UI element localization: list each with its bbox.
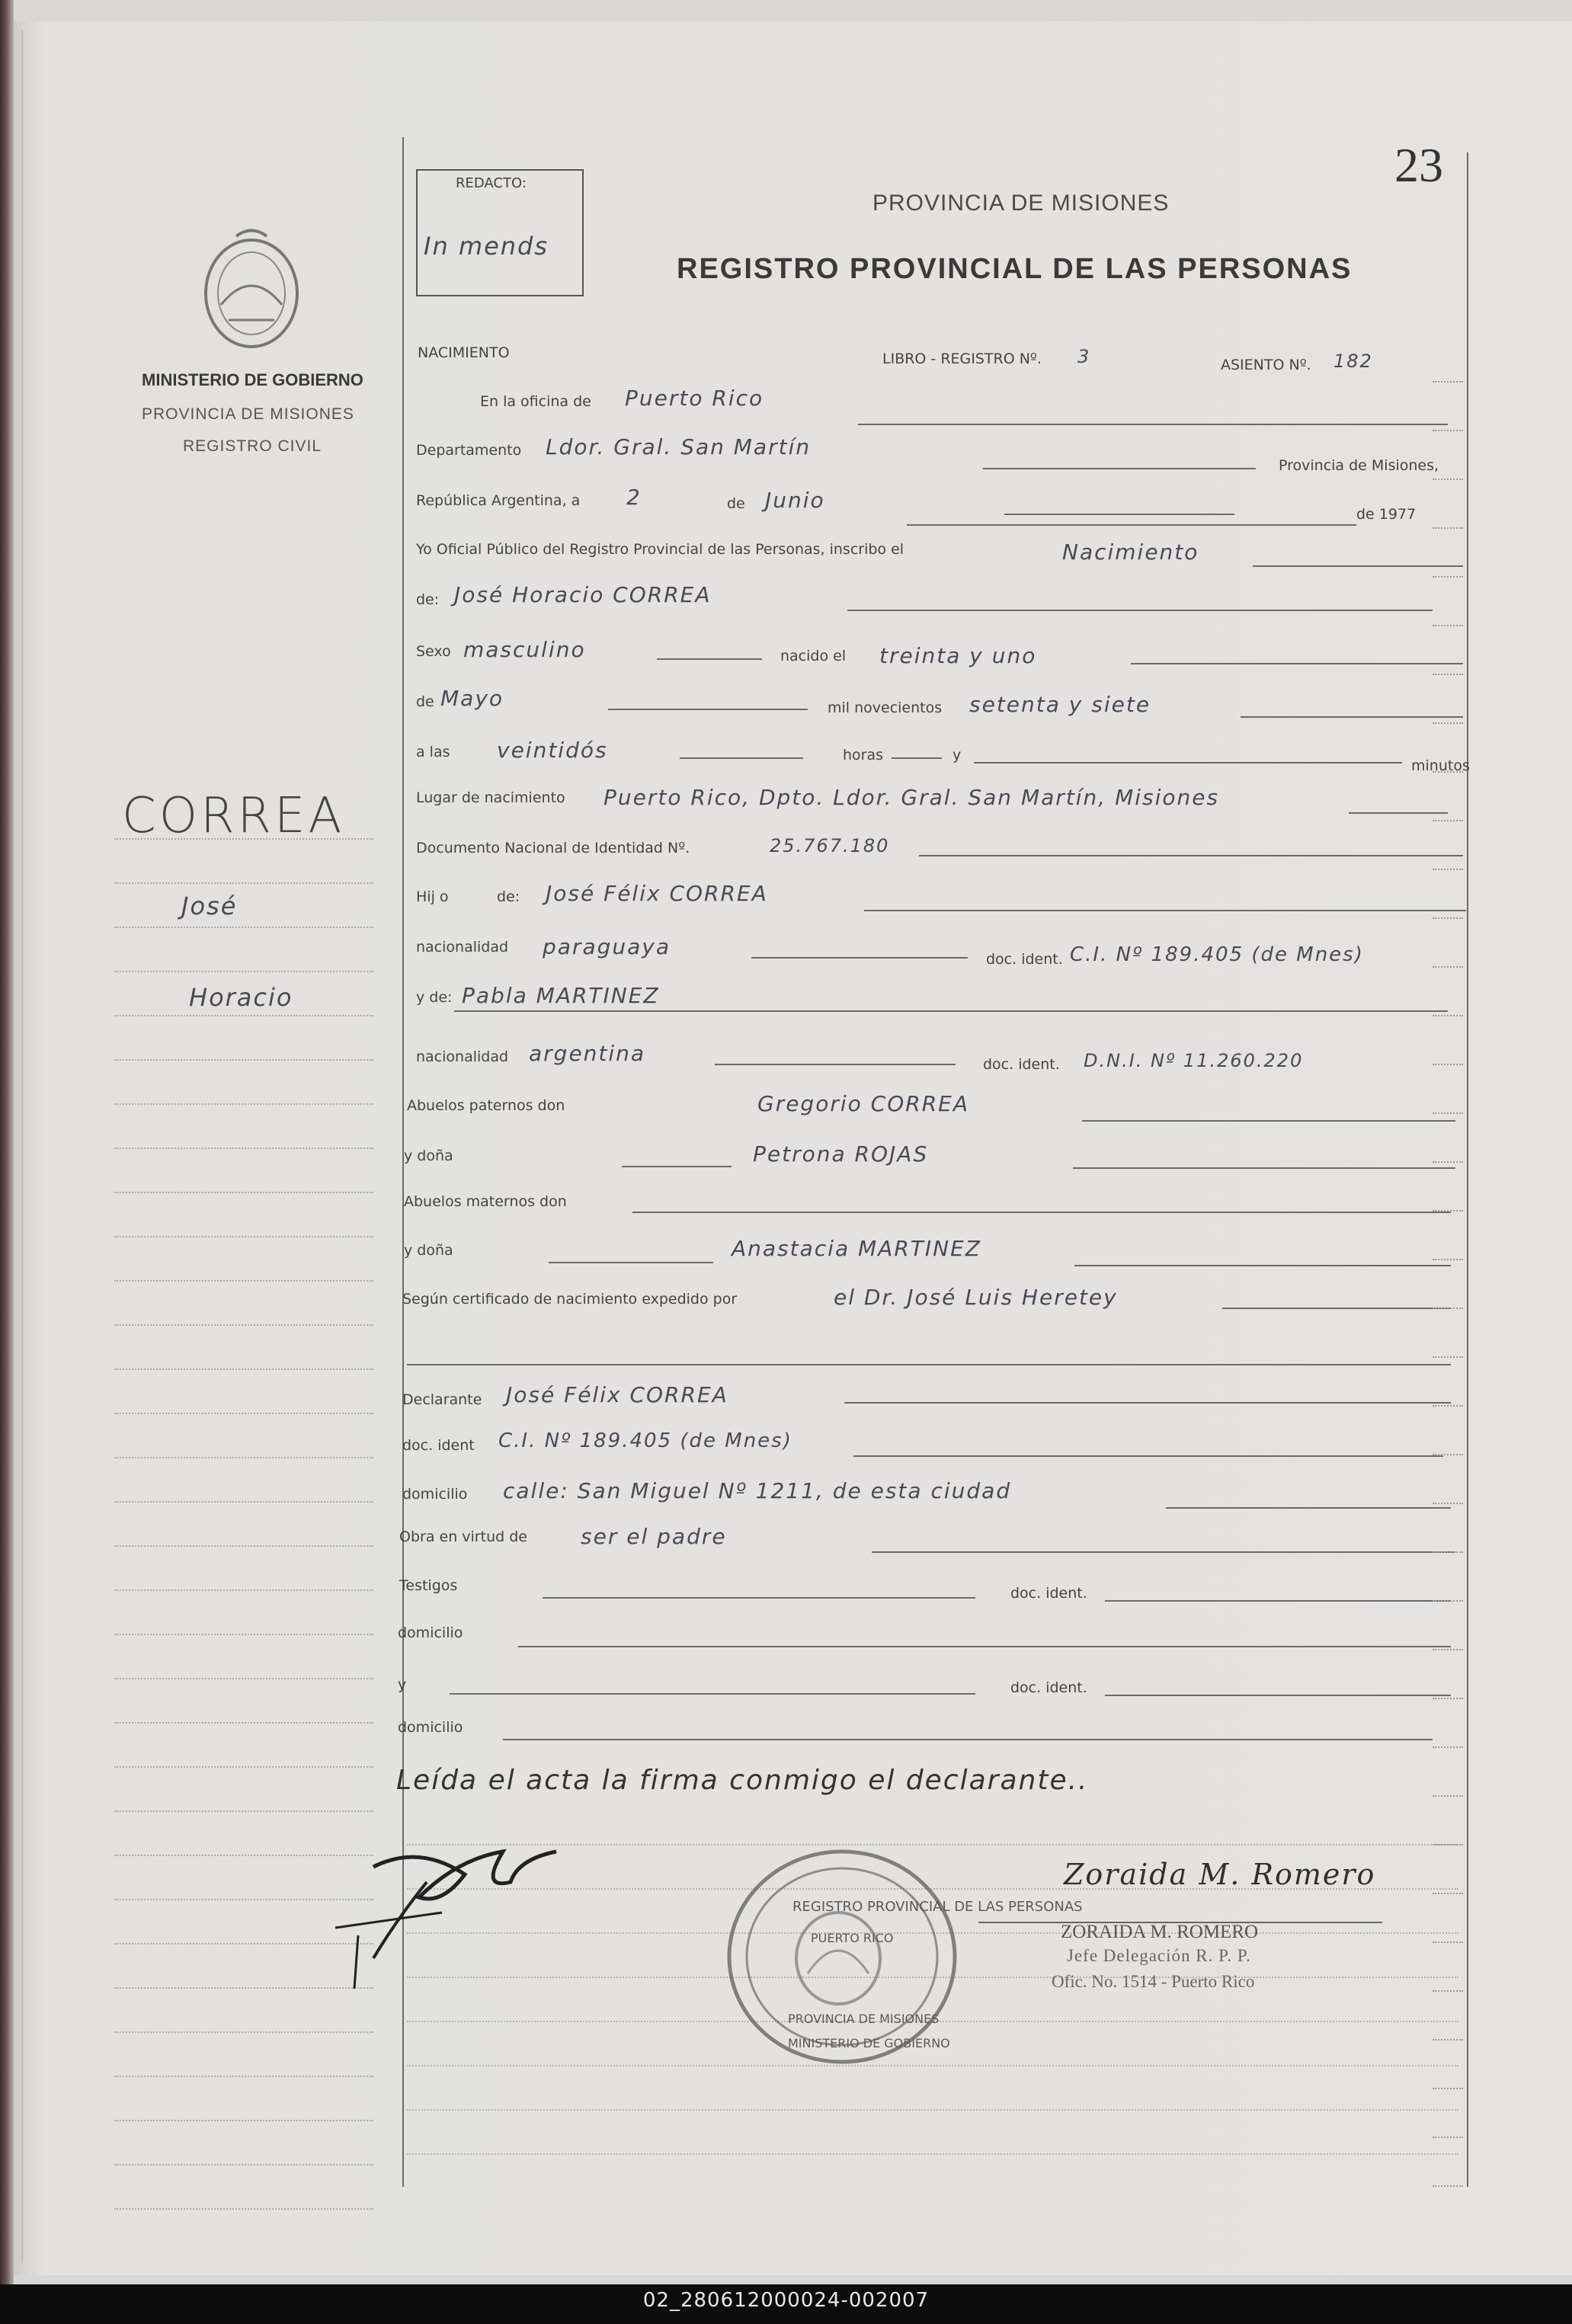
field-underline xyxy=(1166,1507,1451,1509)
dotted-rule xyxy=(1433,2039,1463,2041)
field-underline xyxy=(1349,812,1448,814)
seal-province-text: PROVINCIA DE MISIONES xyxy=(788,2012,940,2026)
dotted-rule xyxy=(1433,1015,1463,1016)
margin-name1: José xyxy=(181,892,238,920)
dotted-rule xyxy=(1433,2185,1463,2187)
dotted-rule xyxy=(1433,1308,1463,1309)
dotted-rule xyxy=(1433,1795,1463,1797)
official-signature: Zoraida M. Romero xyxy=(1064,1858,1376,1891)
header-province: PROVINCIA DE MISIONES xyxy=(872,190,1170,216)
field-underline xyxy=(974,762,1402,763)
dni-label: Documento Nacional de Identidad Nº. xyxy=(416,840,690,856)
field-underline xyxy=(1105,1695,1451,1696)
field-underline xyxy=(1131,663,1463,664)
field-underline xyxy=(518,1646,1451,1647)
de-mes-label: de xyxy=(416,693,434,710)
margin-ruled-line xyxy=(114,2076,373,2077)
a-las-value: veintidós xyxy=(497,738,608,763)
margin-ruled-line xyxy=(114,1678,373,1679)
margin-ruled-line xyxy=(114,882,373,884)
binding-edge xyxy=(0,0,14,2284)
declarant-signature-icon xyxy=(328,1813,617,1996)
sexo-value: masculino xyxy=(463,637,586,662)
signature-name: ZORAIDA M. ROMERO xyxy=(1061,1922,1259,1942)
field-underline xyxy=(853,1455,1443,1457)
redacto-value: In mends xyxy=(424,232,549,261)
padre-value: José Félix CORREA xyxy=(546,881,768,906)
dotted-rule xyxy=(1433,1941,1463,1943)
margin-ruled-line xyxy=(114,1766,373,1768)
field-underline xyxy=(608,709,808,710)
margin-ruled-line xyxy=(114,1457,373,1458)
nacionalidad1-value: paraguaya xyxy=(543,934,671,959)
abuelos-paternos-label: Abuelos paternos don xyxy=(407,1097,565,1114)
ministry-line3: REGISTRO CIVIL xyxy=(183,437,322,455)
oficina-label: En la oficina de xyxy=(480,393,591,410)
dotted-rule xyxy=(1433,1210,1463,1212)
obra-value: ser el padre xyxy=(581,1524,727,1549)
testigo1-doc-label: doc. ident. xyxy=(1010,1585,1087,1602)
year-label: de 1977 xyxy=(1356,506,1417,523)
dotted-rule xyxy=(1433,1356,1463,1358)
image-caption: 02_280612000024-002007 xyxy=(642,2289,930,2312)
signature-office: Ofic. No. 1514 - Puerto Rico xyxy=(1052,1972,1255,1991)
testigo2-domicilio-label: domicilio xyxy=(398,1719,463,1736)
dotted-rule xyxy=(1433,1698,1463,1699)
margin-ruled-line xyxy=(114,1148,373,1149)
nombre-value: José Horacio CORREA xyxy=(454,582,712,607)
dotted-rule xyxy=(1433,1649,1463,1650)
field-underline xyxy=(1241,716,1463,718)
blank-ruled-line xyxy=(407,2109,1458,2111)
margin-ruled-line xyxy=(114,2031,373,2033)
field-underline xyxy=(858,424,1448,425)
doc1-label: doc. ident. xyxy=(986,951,1063,968)
field-underline xyxy=(680,757,803,759)
seal-inner-text: PUERTO RICO xyxy=(811,1931,894,1945)
nacido-label: nacido el xyxy=(780,648,847,664)
dotted-rule xyxy=(1433,1893,1463,1894)
nacionalidad1-label: nacionalidad xyxy=(416,939,509,956)
nombre-label: de: xyxy=(416,591,440,608)
margin-ruled-line xyxy=(114,2208,373,2210)
margin-ruled-line xyxy=(114,1368,373,1370)
margin-ruled-line xyxy=(114,1324,373,1326)
y-label: y xyxy=(952,747,962,763)
margin-ruled-line xyxy=(114,1236,373,1237)
margin-ruled-line xyxy=(114,1501,373,1503)
nacido-value: treinta y uno xyxy=(879,643,1037,668)
dotted-rule xyxy=(1433,1990,1463,1992)
dni-value: 25.767.180 xyxy=(770,835,890,856)
departamento-value: Ldor. Gral. San Martín xyxy=(546,434,812,459)
margin-ruled-line xyxy=(114,2120,373,2121)
mil-label: mil novecientos xyxy=(828,699,943,716)
dotted-rule xyxy=(1433,869,1463,870)
nacionalidad2-value: argentina xyxy=(529,1041,646,1066)
y-dona-label: y doña xyxy=(404,1148,453,1164)
margin-ruled-line xyxy=(114,1192,373,1193)
dotted-rule xyxy=(1433,576,1463,578)
de-label: de xyxy=(727,495,745,512)
margin-surname: CORREA xyxy=(122,788,345,844)
doc1-value: C.I. Nº 189.405 (de Mnes) xyxy=(1070,943,1364,966)
segun-label: Según certificado de nacimiento expedido por xyxy=(402,1291,738,1308)
lugar-value: Puerto Rico, Dpto. Ldor. Gral. San Martín, Misiones xyxy=(604,785,1220,810)
field-underline xyxy=(632,1212,1451,1213)
dotted-rule xyxy=(1433,1551,1463,1553)
dotted-rule xyxy=(1433,1064,1463,1065)
field-underline xyxy=(1253,565,1463,567)
margin-ruled-line xyxy=(114,1545,373,1547)
coat-of-arms-icon xyxy=(190,221,312,358)
dotted-rule xyxy=(1433,820,1463,821)
domicilio-label: domicilio xyxy=(402,1486,468,1503)
margin-ruled-line xyxy=(114,1280,373,1282)
segun-value: el Dr. José Luis Heretey xyxy=(834,1285,1118,1310)
abuela-materna-value: Anastacia MARTINEZ xyxy=(732,1236,981,1261)
field-underline xyxy=(543,1597,975,1599)
dotted-rule xyxy=(1433,625,1463,626)
field-underline xyxy=(907,524,1356,526)
horas-label: horas xyxy=(843,747,884,763)
nacionalidad2-label: nacionalidad xyxy=(416,1048,509,1065)
hijo-de-label: de: xyxy=(497,888,520,905)
y-dona2-label: y doña xyxy=(404,1242,453,1259)
declarante-value: José Félix CORREA xyxy=(506,1382,728,1407)
testigo2-doc-label: doc. ident. xyxy=(1010,1679,1087,1696)
field-underline xyxy=(1222,1308,1451,1309)
republica-label: República Argentina, a xyxy=(416,492,581,509)
dotted-rule xyxy=(1433,966,1463,968)
margin-ruled-line xyxy=(114,1722,373,1724)
field-underline xyxy=(407,1364,1451,1365)
margin-ruled-line xyxy=(114,1015,373,1016)
field-underline xyxy=(751,957,968,959)
seal-ministry-text: MINISTERIO DE GOBIERNO xyxy=(788,2036,950,2050)
field-underline xyxy=(715,1064,956,1065)
yo-oficial-text: Yo Oficial Público del Registro Provincial de las Personas, inscribo el xyxy=(416,541,904,558)
asiento-label: ASIENTO Nº. xyxy=(1221,357,1311,373)
field-underline xyxy=(503,1739,1433,1740)
signature-role: Jefe Delegación R. P. P. xyxy=(1067,1946,1251,1965)
hijo-label: Hij o xyxy=(416,888,449,905)
margin-ruled-line xyxy=(114,1413,373,1414)
dotted-rule xyxy=(1433,1112,1463,1114)
testigos-label: Testigos xyxy=(399,1577,458,1594)
field-underline xyxy=(919,855,1463,856)
field-underline xyxy=(847,610,1433,611)
testigo1-domicilio-label: domicilio xyxy=(398,1625,463,1641)
field-underline xyxy=(872,1551,1455,1553)
dia-value: 2 xyxy=(626,485,642,510)
seal-ring-text: REGISTRO PROVINCIAL DE LAS PERSONAS xyxy=(792,1899,1083,1915)
dotted-rule xyxy=(1433,771,1463,773)
field-underline xyxy=(622,1166,732,1167)
dotted-rule xyxy=(1433,1405,1463,1407)
dotted-rule xyxy=(1433,674,1463,675)
ministry-line2: PROVINCIA DE MISIONES xyxy=(142,405,354,423)
redacto-label: REDACTO: xyxy=(456,175,527,191)
page-fold xyxy=(21,30,23,2263)
dotted-rule xyxy=(1433,1454,1463,1455)
domicilio-value: calle: San Miguel Nº 1211, de esta ciudad xyxy=(503,1478,1012,1503)
doc-ident-value: C.I. Nº 189.405 (de Mnes) xyxy=(498,1429,792,1452)
margin-ruled-line xyxy=(114,971,373,972)
mil-value: setenta y siete xyxy=(969,692,1151,717)
field-underline xyxy=(983,468,1256,469)
declarante-label: Declarante xyxy=(402,1391,482,1408)
doc2-value: D.N.I. Nº 11.260.220 xyxy=(1084,1050,1304,1071)
doc2-label: doc. ident. xyxy=(983,1056,1060,1073)
dotted-rule xyxy=(1433,1161,1463,1163)
margin-ruled-line xyxy=(114,1810,373,1812)
dotted-rule xyxy=(1433,917,1463,919)
mes-value: Junio xyxy=(765,488,825,513)
dotted-rule xyxy=(1433,527,1463,529)
y-de-label: y de: xyxy=(416,989,453,1006)
field-underline xyxy=(1082,1120,1455,1122)
abuelos-maternos-label: Abuelos maternos don xyxy=(404,1193,567,1210)
ministry-line1: MINISTERIO DE GOBIERNO xyxy=(142,370,363,389)
field-underline xyxy=(892,757,942,759)
dotted-rule xyxy=(1433,1503,1463,1504)
margin-ruled-line xyxy=(114,1059,373,1061)
obra-label: Obra en virtud de xyxy=(399,1529,527,1545)
margin-ruled-line xyxy=(114,1634,373,1635)
a-las-label: a las xyxy=(416,744,450,760)
libro-label: LIBRO - REGISTRO Nº. xyxy=(882,351,1042,367)
field-underline xyxy=(864,910,1466,911)
asiento-value: 182 xyxy=(1333,351,1373,372)
field-underline xyxy=(549,1262,713,1263)
margin-ruled-line xyxy=(114,2164,373,2166)
dotted-rule xyxy=(1433,479,1463,480)
field-underline xyxy=(1004,514,1234,515)
inscribo-value: Nacimiento xyxy=(1062,539,1199,565)
blank-ruled-line xyxy=(407,2153,1458,2155)
field-underline xyxy=(1073,1167,1455,1169)
field-underline xyxy=(1074,1265,1451,1266)
margin-ruled-line xyxy=(114,1589,373,1591)
minutos-label: minutos xyxy=(1411,757,1470,774)
madre-value: Pabla MARTINEZ xyxy=(462,983,660,1008)
field-underline xyxy=(1105,1600,1451,1602)
act-type-label: NACIMIENTO xyxy=(418,344,510,361)
oficina-value: Puerto Rico xyxy=(625,386,764,411)
margin-ruled-line xyxy=(114,1103,373,1105)
field-underline xyxy=(450,1693,975,1695)
dotted-rule xyxy=(1433,722,1463,724)
dotted-rule xyxy=(1433,2137,1463,2138)
provincia-suffix: Provincia de Misiones, xyxy=(1279,457,1439,474)
field-underline xyxy=(454,1010,1448,1012)
page-number: 23 xyxy=(1394,138,1443,192)
margin-ruled-line xyxy=(114,927,373,928)
dotted-rule xyxy=(1433,1600,1463,1602)
libro-value: 3 xyxy=(1077,346,1091,367)
dotted-rule xyxy=(1433,430,1463,431)
dotted-rule xyxy=(1433,2088,1463,2089)
margin-name2: Horacio xyxy=(189,983,293,1012)
redacto-box xyxy=(416,169,584,296)
lugar-label: Lugar de nacimiento xyxy=(416,789,565,806)
abuelo-paterno-value: Gregorio CORREA xyxy=(757,1091,970,1116)
field-underline xyxy=(844,1402,1451,1404)
right-vertical-rule xyxy=(1467,152,1468,2187)
testigo2-y-label: y xyxy=(398,1676,407,1693)
dotted-rule xyxy=(1433,381,1463,383)
doc-ident-label: doc. ident xyxy=(402,1437,475,1454)
field-underline xyxy=(657,658,762,660)
de-mes-value: Mayo xyxy=(440,686,504,711)
dotted-rule xyxy=(1433,1746,1463,1748)
leida-text: Leída el acta la firma conmigo el declarante.. xyxy=(396,1765,1089,1796)
departamento-label: Departamento xyxy=(416,442,522,459)
sexo-label: Sexo xyxy=(416,643,451,660)
header-title: REGISTRO PROVINCIAL DE LAS PERSONAS xyxy=(677,253,1353,285)
dotted-rule xyxy=(1433,1259,1463,1260)
abuela-paterna-value: Petrona ROJAS xyxy=(753,1141,929,1167)
